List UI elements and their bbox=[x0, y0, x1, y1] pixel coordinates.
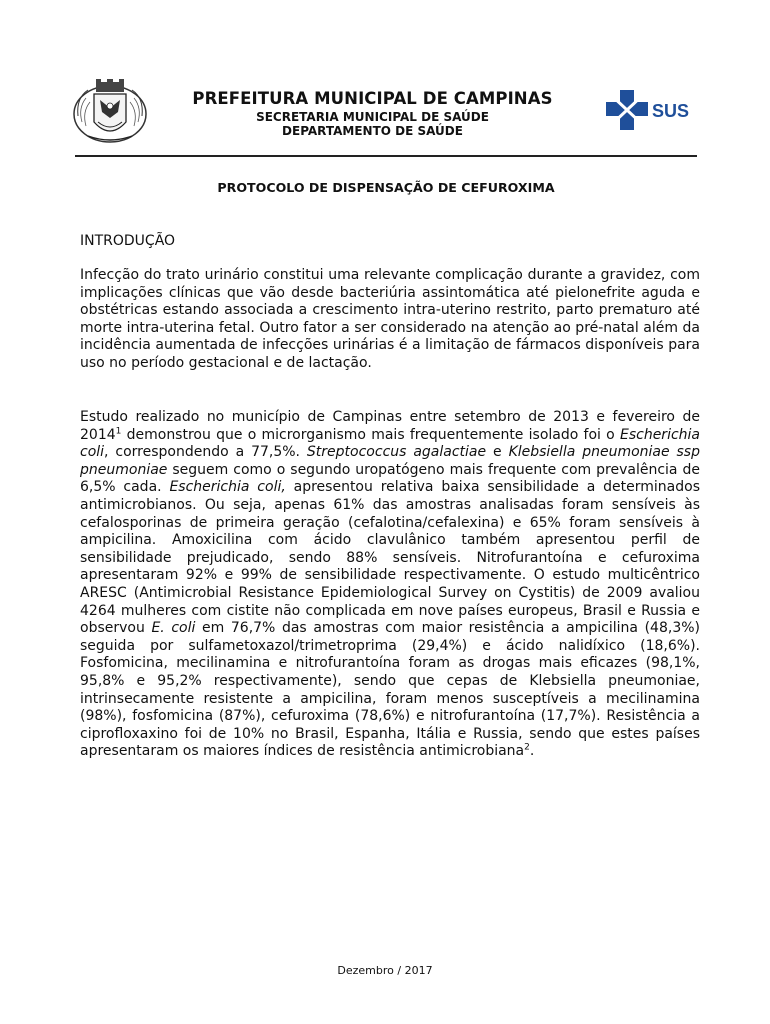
paragraph-2 bbox=[80, 409, 700, 761]
section-heading: INTRODUÇÃO bbox=[80, 233, 176, 249]
sus-logo-text: SUS bbox=[652, 101, 690, 121]
paragraph-2-text-7: em 76,7% das amostras com maior resistência a ampicilina (48,3%) seguida por sulfametoxazol/trimetroprima (29,4%) e ácido nalidíxico (18,6%). Fosfomicina, mecilinamina e nitrofurantoína foram as drogas mais eficazes (98,1%, 95,8% e 95,2% respectivamente), sendo que cepas de Klebsiella pneumoniae, intrinsecamente resistente a ampicilina, foram menos susceptíveis a mecilinamina (98%), fosfomicina (87%), cefuroxima (78,6%) e nitrofurantoína (17,7%). Resistência a ciprofloxaxino foi de 10% no Brasil, Espanha, Itália e Russia, sendo que estes países apresentaram os maiores índices de resistência antimicrobiana bbox=[80, 620, 700, 760]
paragraph-2-text-1: Estudo realizado no município de Campinas entre setembro de 2013 e fevereiro de 2014 bbox=[80, 409, 700, 443]
species-klebsiella-pneumoniae: Klebsiella pneumoniae ssp pneumoniae bbox=[80, 444, 700, 478]
footnote-ref-1: 1 bbox=[115, 425, 122, 436]
organization-block bbox=[150, 88, 595, 138]
paragraph-2-text-5: seguem como o segundo uropatógeno mais frequente com prevalência de 6,5% cada. bbox=[80, 461, 700, 496]
header-divider bbox=[75, 155, 697, 157]
paragraph-2-text-3: , correspondendo a 77,5%. bbox=[104, 444, 307, 461]
paragraph-2-text-6: apresentou relativa baixa sensibilidade a determinados antimicrobianos. Ou seja, apenas 61% das amostras analisadas foram sensíveis às cefalosporinas de primeira geração (cefalotina/cefalexina) e 65% foram sensíveis à ampicilina. Amoxicilina com ácido clavulânico também apresentou perfil de sensibilidade prejudicado, sendo 88% sensíveis. Nitrofurantoína e cefuroxima apresentaram 92% e 99% de sensibilidade respectivamente. O estudo multicêntrico ARESC (Antimicrobial Resistance Epidemiological Survey on Cystitis) de 2009 avaliou 4264 mulheres com cistite não complicada em nove países europeus, Brasil e Russia e observou bbox=[80, 479, 700, 637]
document-title: PROTOCOLO DE DISPENSAÇÃO DE CEFUROXIMA bbox=[217, 180, 555, 195]
secretariat-name: SECRETARIA MUNICIPAL DE SAÚDE bbox=[256, 110, 489, 124]
paragraph-2-text-2: demonstrou que o microrganismo mais frequentemente isolado foi o bbox=[121, 426, 620, 443]
species-streptococcus-agalactiae: Streptococcus agalactiae bbox=[306, 444, 487, 461]
department-name: DEPARTAMENTO DE SAÚDE bbox=[282, 124, 463, 138]
paragraph-2-text-8: . bbox=[529, 743, 535, 760]
paragraph-1: Infecção do trato urinário constitui uma relevante complicação durante a gravidez, com implicações clínicas que vão desde bacteriúria assintomática até pielonefrite aguda e obstétricas estando associada a crescimento intra-uterino restrito, parto prematuro até morte intra-uterina fetal. Outro fator a ser considerado na atenção ao pré-natal além da incidência aumentada de infecções urinárias é a limitação de fármacos disponíveis para uso no período gestacional e de lactação. bbox=[80, 267, 700, 371]
species-e-coli: E. coli bbox=[151, 620, 196, 637]
organization-title: PREFEITURA MUNICIPAL DE CAMPINAS bbox=[192, 89, 553, 108]
paragraph-2-text-4: e bbox=[486, 444, 509, 461]
species-escherichia-coli-2: Escherichia coli, bbox=[169, 479, 286, 496]
sus-cross-logo-icon bbox=[604, 88, 696, 132]
letterhead bbox=[0, 0, 770, 160]
species-escherichia-coli: Escherichia coli bbox=[80, 426, 700, 461]
footnote-ref-2: 2 bbox=[524, 742, 530, 753]
municipal-coat-of-arms-icon bbox=[72, 78, 148, 144]
footer-date: Dezembro / 2017 bbox=[337, 964, 433, 977]
